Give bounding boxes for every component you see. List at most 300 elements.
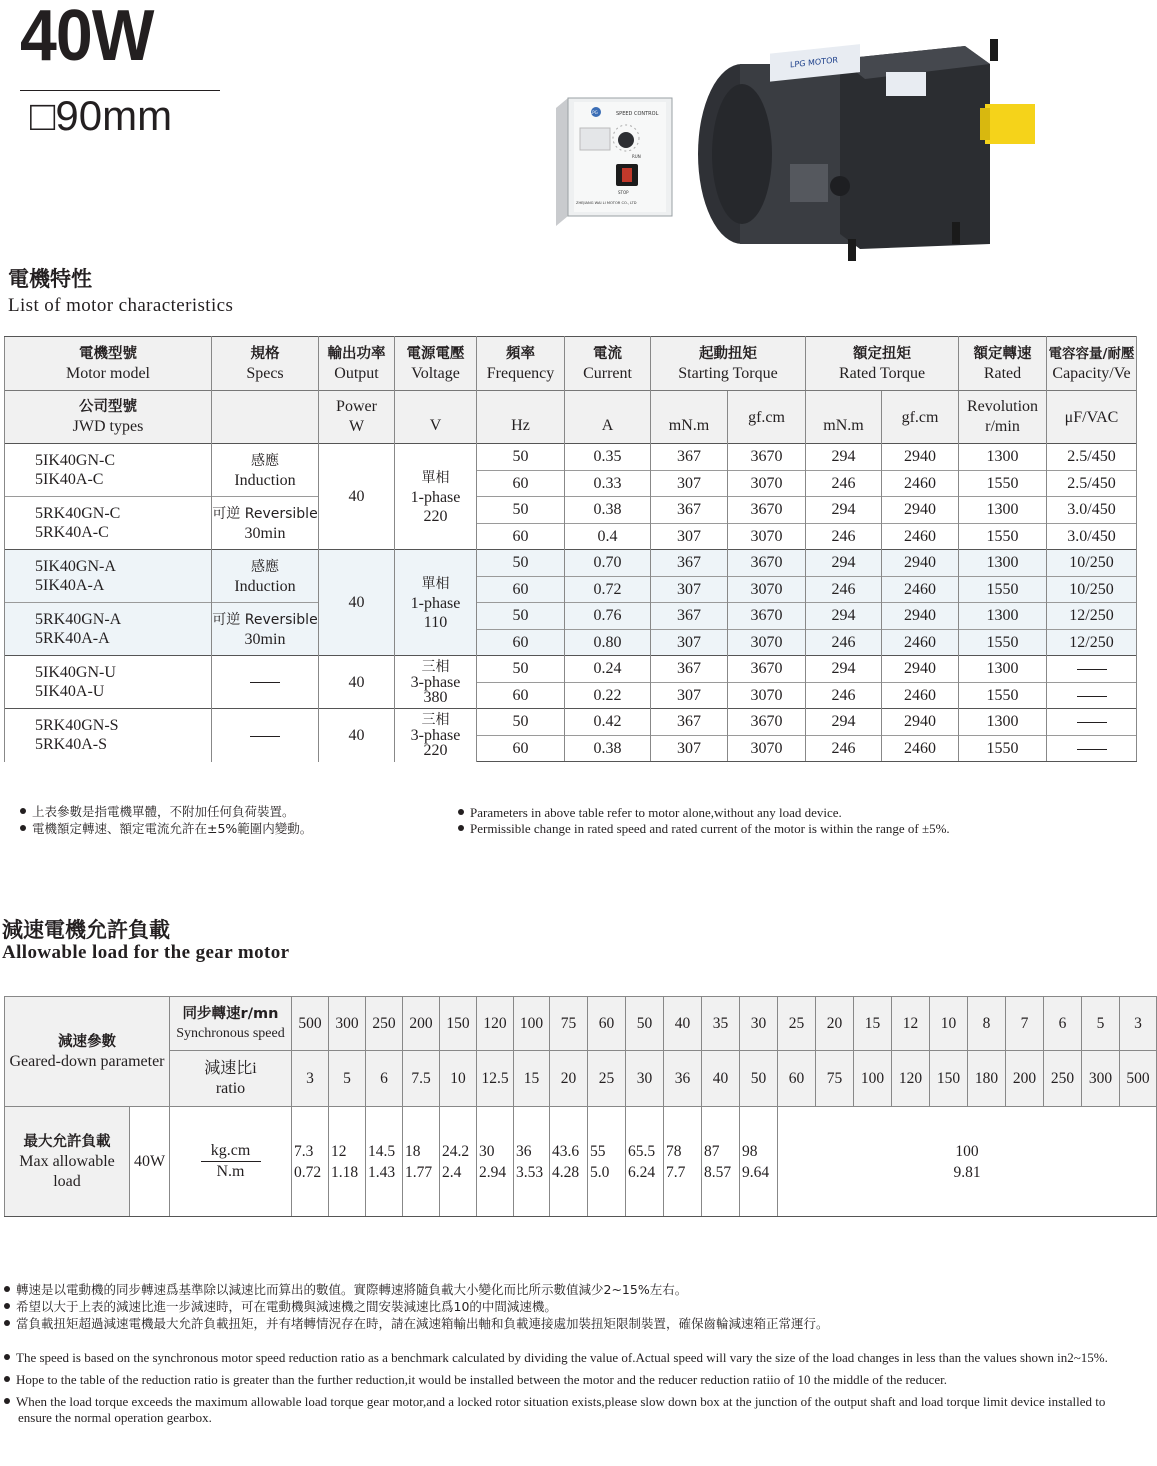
dash-icon	[250, 736, 280, 737]
model-name: 5RK40GN-C	[35, 505, 121, 522]
max-load-nm: 1.77	[405, 1163, 433, 1181]
rated-torque-mnm-cell: 246	[806, 682, 882, 709]
voltage-cell	[395, 550, 477, 656]
ratio-cell: 150	[930, 1051, 968, 1107]
note2-en-1: The speed is based on the synchronous motor speed reduction ratio as a benchmark calculated by dividing the value of.Actual speed will vary the size of the load changes in less than the values shown in2~15%.	[16, 1350, 1108, 1365]
header-model-en: Motor model	[66, 364, 150, 382]
ratio-cell: 120	[892, 1051, 930, 1107]
capacity-cell: 2.5/450	[1047, 470, 1137, 497]
output-cell	[319, 444, 395, 550]
max-load-nm: 9.64	[742, 1163, 770, 1181]
voltage-phase-cn: 三相	[421, 712, 450, 729]
header-speed-cn: 額定轉速	[973, 345, 1032, 362]
unit-rpm: r/min	[985, 418, 1020, 435]
rated-speed-cell: 1550	[959, 470, 1047, 497]
output-shaft-icon	[985, 104, 1035, 144]
header-voltage-en: Voltage	[411, 364, 460, 382]
controller-run-label: RUN	[632, 154, 641, 159]
frequency-cell: 60	[477, 523, 565, 550]
sync-speed-cell: 200	[403, 997, 440, 1051]
gear-motor-image	[690, 34, 1035, 264]
controller-maker: ZHEJIANG WAI LI MOTOR CO., LTD	[576, 201, 637, 205]
max-load-cell	[477, 1107, 514, 1217]
rated-speed-cell: 1300	[959, 709, 1047, 736]
ratio-cell: 60	[778, 1051, 816, 1107]
specs-cell	[212, 656, 319, 709]
sync-speed-cell: 15	[854, 997, 892, 1051]
unit-start-gfcm: gf.cm	[728, 391, 806, 444]
max-load-cell	[626, 1107, 664, 1217]
sync-speed-cell: 500	[292, 997, 329, 1051]
specs-label: 可逆 Reversible	[212, 505, 318, 522]
current-cell: 0.22	[565, 682, 651, 709]
rated-speed-cell: 1550	[959, 576, 1047, 603]
header-rated-torque-en: Rated Torque	[838, 364, 926, 382]
unit-rated-gfcm: gf.cm	[882, 391, 959, 444]
speed-controller-image	[556, 98, 674, 226]
sync-speed-cell: 25	[778, 997, 816, 1051]
capacity-cell	[1047, 735, 1137, 762]
rated-speed-cell: 1550	[959, 682, 1047, 709]
rated-torque-gfcm-cell: 2460	[882, 629, 959, 656]
note-list-item	[4, 1281, 1134, 1298]
output-value: 40	[348, 726, 365, 744]
sync-speed-cell: 120	[477, 997, 514, 1051]
voltage-phase-en: 3-phase	[410, 727, 461, 745]
sync-speed-cell: 50	[626, 997, 664, 1051]
header-capacity-en: Capacity/Ve	[1052, 364, 1131, 382]
section1-title-en: List of motor characteristics	[8, 295, 234, 316]
header-freq-cn: 頻率	[506, 345, 535, 362]
max-load-kgcm: 65.5	[628, 1142, 656, 1160]
rated-torque-mnm-cell: 294	[806, 709, 882, 736]
rated-torque-mnm-cell: 246	[806, 470, 882, 497]
header-speed-en: Rated	[983, 364, 1022, 382]
start-torque-gfcm-cell: 3070	[728, 629, 806, 656]
start-torque-mnm-cell: 367	[651, 709, 728, 736]
specs-cell	[212, 550, 319, 603]
unit-watt: W	[348, 418, 365, 435]
rated-torque-gfcm-cell: 2460	[882, 470, 959, 497]
header-start-torque-cn: 起動扭矩	[699, 345, 757, 362]
start-torque-mnm-cell: 307	[651, 470, 728, 497]
ratio-label-en: ratio	[215, 1079, 246, 1097]
header-freq-en: Frequency	[486, 364, 555, 382]
frequency-cell: 60	[477, 735, 565, 762]
header-speed-en2: Revolution	[966, 398, 1039, 415]
ratio-cell: 36	[664, 1051, 702, 1107]
model-name: 5IK40GN-U	[35, 664, 116, 681]
capacity-cell	[1047, 682, 1137, 709]
sync-speed-cell: 100	[514, 997, 550, 1051]
voltage-phase-cn: 單相	[421, 469, 450, 486]
current-cell: 0.42	[565, 709, 651, 736]
max-load-nm: 4.28	[552, 1163, 580, 1181]
start-torque-mnm-cell: 307	[651, 735, 728, 762]
model-cell	[5, 603, 212, 656]
model-name: 5RK40GN-S	[35, 717, 119, 735]
dash-icon	[1077, 696, 1107, 697]
max-load-cell	[588, 1107, 626, 1217]
frequency-cell: 60	[477, 470, 565, 497]
start-torque-mnm-cell: 307	[651, 682, 728, 709]
rated-torque-mnm-cell: 294	[806, 444, 882, 471]
specs-label: Induction	[234, 577, 296, 595]
current-cell: 0.35	[565, 444, 651, 471]
voltage-phase-en: 1-phase	[410, 594, 461, 612]
rated-torque-mnm-cell: 246	[806, 735, 882, 762]
rated-torque-gfcm-cell: 2940	[882, 497, 959, 524]
frame-size: □90mm	[30, 92, 173, 139]
max-load-nm: 6.24	[628, 1163, 656, 1181]
voltage-cell	[395, 444, 477, 550]
start-torque-mnm-cell: 367	[651, 444, 728, 471]
specs-label: 30min	[244, 524, 286, 542]
sync-label-cn: 同步轉速r/mn	[182, 1005, 279, 1022]
max-load-kgcm: 14.5	[368, 1142, 396, 1160]
capacity-cell: 2.5/450	[1047, 444, 1137, 471]
max-load-nm: 1.18	[331, 1163, 359, 1181]
rated-torque-gfcm-cell: 2460	[882, 735, 959, 762]
rated-speed-cell: 1550	[959, 629, 1047, 656]
header-specs-en: Specs	[246, 364, 284, 382]
unit-kgcm: kg.cm	[201, 1141, 261, 1162]
frequency-cell: 50	[477, 550, 565, 577]
table-row	[5, 444, 1137, 471]
max-load-kgcm: 98	[742, 1142, 758, 1160]
model-name: 5IK40A-U	[35, 683, 105, 700]
frequency-cell: 60	[477, 629, 565, 656]
max-load-nm: 2.94	[479, 1163, 507, 1181]
max-load-cell	[550, 1107, 588, 1217]
max-label-en: Max allowable load	[19, 1152, 115, 1190]
unit-volt: V	[395, 391, 477, 444]
rated-torque-mnm-cell: 246	[806, 576, 882, 603]
ratio-row	[5, 1051, 1157, 1107]
specs-cell	[212, 444, 319, 497]
rated-torque-gfcm-cell: 2940	[882, 709, 959, 736]
max-load-kgcm: 87	[704, 1142, 720, 1160]
note-list-item	[4, 1350, 1114, 1366]
sync-speed-cell: 60	[588, 997, 626, 1051]
controller-brand: LPG	[590, 110, 598, 115]
rated-torque-gfcm-cell: 2460	[882, 576, 959, 603]
sync-speed-cell: 30	[740, 997, 778, 1051]
voltage-value: 380	[423, 689, 448, 706]
rated-torque-mnm-cell: 246	[806, 523, 882, 550]
table-row	[5, 497, 1137, 524]
rated-torque-gfcm-cell: 2940	[882, 603, 959, 630]
note-list-item	[4, 1315, 1134, 1332]
capacity-cell: 12/250	[1047, 603, 1137, 630]
max-load-cell	[440, 1107, 477, 1217]
start-torque-gfcm-cell: 3070	[728, 523, 806, 550]
sync-speed-cell: 12	[892, 997, 930, 1051]
notes1-en	[458, 805, 1138, 837]
current-cell: 0.24	[565, 656, 651, 683]
ratio-cell: 200	[1006, 1051, 1044, 1107]
unit-start-mnm: mN.m	[651, 391, 728, 444]
output-value: 40	[348, 488, 365, 505]
output-value: 40	[348, 594, 365, 611]
controller-speed-label: SPEED CONTROL	[616, 111, 659, 117]
voltage-cell	[395, 709, 477, 762]
section2-title-cn: 減速電機允許負載	[2, 918, 170, 942]
output-cell	[319, 656, 395, 709]
start-torque-mnm-cell: 307	[651, 629, 728, 656]
header-jwd-cn: 公司型號	[79, 399, 137, 415]
note-list-item	[4, 1394, 1114, 1426]
table-row	[5, 603, 1137, 630]
frequency-cell: 60	[477, 576, 565, 603]
title-divider	[20, 90, 220, 91]
rated-speed-cell: 1300	[959, 444, 1047, 471]
ratio-cell: 180	[968, 1051, 1006, 1107]
start-torque-mnm-cell: 367	[651, 603, 728, 630]
start-torque-gfcm-cell: 3070	[728, 576, 806, 603]
header-current-en: Current	[583, 364, 632, 382]
current-cell: 0.70	[565, 550, 651, 577]
header-current-cn: 電流	[593, 345, 622, 362]
capacity-cell: 10/250	[1047, 576, 1137, 603]
max-load-nm: 9.81	[953, 1163, 981, 1181]
sync-speed-cell: 250	[366, 997, 403, 1051]
unit-hz: Hz	[477, 391, 565, 444]
note2-cn-3: 當負載扭矩超過減速電機最大允許負載扭矩，并有堵轉情況存在時，請在減速箱輸出軸和負載連接處加裝扭矩限制裝置，確保齒輪減速箱正常運行。	[16, 1316, 829, 1331]
terminal-box-icon	[790, 164, 828, 202]
rated-torque-gfcm-cell: 2460	[882, 682, 959, 709]
sync-label-en: Synchronous speed	[176, 1025, 285, 1041]
ratio-cell: 300	[1082, 1051, 1120, 1107]
note2-cn-2: 希望以大于上表的減速比進一步減速時，可在電動機與減速機之間安裝減速比爲10的中間減速機。	[16, 1299, 557, 1314]
model-cell	[5, 709, 212, 762]
max-load-nm: 8.57	[704, 1163, 732, 1181]
rated-speed-cell: 1300	[959, 497, 1047, 524]
max-load-nm: 2.4	[442, 1163, 462, 1181]
unit-capacity: μF/VAC	[1047, 391, 1137, 444]
output-cell	[319, 550, 395, 656]
ratio-cell: 20	[550, 1051, 588, 1107]
max-load-cell	[664, 1107, 702, 1217]
sync-speed-cell: 150	[440, 997, 477, 1051]
output-value: 40	[348, 673, 365, 691]
ratio-cell: 75	[816, 1051, 854, 1107]
model-name: 5IK40A-C	[35, 471, 104, 488]
rated-speed-cell: 1550	[959, 523, 1047, 550]
header-output-en2: Power	[336, 398, 377, 415]
max-load-kgcm: 12	[331, 1142, 347, 1160]
start-torque-mnm-cell: 307	[651, 576, 728, 603]
specs-cell	[212, 497, 319, 550]
frequency-cell: 60	[477, 682, 565, 709]
header-jwd-en: JWD types	[72, 418, 144, 435]
ratio-cell: 25	[588, 1051, 626, 1107]
model-name: 5IK40A-A	[35, 577, 105, 594]
note2-cn-1: 轉速是以電動機的同步轉速爲基準除以減速比而算出的數值。實際轉速將隨負載大小變化而比所示數值減少2~15%左右。	[16, 1282, 688, 1297]
header-start-torque-en: Starting Torque	[678, 364, 778, 382]
ratio-cell: 5	[329, 1051, 366, 1107]
unit-amp: A	[565, 391, 651, 444]
header-model-cn: 電機型號	[79, 345, 137, 362]
specs-cell	[212, 603, 319, 656]
max-load-cell	[403, 1107, 440, 1217]
sync-speed-cell: 6	[1044, 997, 1082, 1051]
voltage-value: 110	[423, 613, 448, 631]
note-list-item	[4, 1298, 1134, 1315]
dash-icon	[1077, 669, 1107, 670]
ratio-cell: 6	[366, 1051, 403, 1107]
note2-en-3: When the load torque exceeds the maximum allowable load torque gear motor,and a locked rotor situation exists,please slow down box at the junction of the output shaft and load torque limit device installed to ensure the normal operation gearbox.	[16, 1394, 1106, 1425]
max-load-cell	[514, 1107, 550, 1217]
sync-speed-cell: 5	[1082, 997, 1120, 1051]
start-torque-mnm-cell: 367	[651, 656, 728, 683]
model-name: 5RK40GN-A	[35, 611, 122, 628]
max-load-cell	[292, 1107, 329, 1217]
start-torque-gfcm-cell: 3670	[728, 550, 806, 577]
sync-speed-cell: 300	[329, 997, 366, 1051]
table-row	[5, 709, 1137, 736]
ratio-cell: 250	[1044, 1051, 1082, 1107]
max-load-nm: 1.43	[368, 1163, 396, 1181]
voltage-phase-cn: 三相	[421, 659, 450, 675]
sync-speed-cell: 10	[930, 997, 968, 1051]
note-list-item	[458, 805, 1138, 821]
rated-speed-cell: 1300	[959, 656, 1047, 683]
capacity-cell	[1047, 709, 1137, 736]
max-load-kgcm: 43.6	[552, 1142, 580, 1160]
frequency-cell: 50	[477, 709, 565, 736]
ratio-cell: 3	[292, 1051, 329, 1107]
sync-speed-cell: 20	[816, 997, 854, 1051]
table-unit-row	[5, 391, 1137, 444]
param-label-en: Geared-down parameter	[9, 1052, 165, 1070]
rated-speed-cell: 1300	[959, 550, 1047, 577]
max-load-kgcm: 36	[516, 1142, 532, 1160]
frequency-cell: 50	[477, 656, 565, 683]
dash-icon	[1077, 749, 1107, 750]
note1-cn-1: 上表參數是指電機單體，不附加任何負荷裝置。	[32, 804, 295, 819]
max-load-kgcm: 78	[666, 1142, 682, 1160]
voltage-value: 220	[423, 507, 448, 525]
max-label-cn: 最大允許負載	[23, 1133, 111, 1150]
model-cell	[5, 497, 212, 550]
specs-cell	[212, 709, 319, 762]
start-torque-gfcm-cell: 3670	[728, 497, 806, 524]
power-title: 40W	[20, 0, 154, 76]
sync-speed-cell: 7	[1006, 997, 1044, 1051]
model-name: 5IK40GN-C	[35, 452, 115, 469]
current-cell: 0.38	[565, 735, 651, 762]
rated-speed-cell: 1550	[959, 735, 1047, 762]
max-load-cell	[702, 1107, 740, 1217]
header-rated-torque-cn: 額定扭矩	[853, 345, 911, 362]
voltage-phase-en: 1-phase	[410, 488, 461, 506]
start-torque-mnm-cell: 307	[651, 523, 728, 550]
capacity-cell: 10/250	[1047, 550, 1137, 577]
max-load-kgcm: 18	[405, 1142, 421, 1160]
note-list-item	[20, 820, 460, 837]
note1-cn-2: 電機額定轉速、額定電流允許在±5%範圍内變動。	[32, 821, 313, 836]
ratio-cell: 100	[854, 1051, 892, 1107]
start-torque-gfcm-cell: 3670	[728, 656, 806, 683]
specs-label: 30min	[244, 630, 286, 648]
max-load-kgcm: 100	[955, 1142, 979, 1160]
header-specs-cn: 規格	[250, 345, 280, 362]
header-output-cn: 輸出功率	[327, 345, 386, 362]
model-name: 5RK40A-S	[35, 736, 108, 754]
frequency-cell: 50	[477, 444, 565, 471]
note2-en-2: Hope to the table of the reduction ratio is greater than the further reduction,it would be installed between the motor and the reducer reduction ratiio of 10 the middle of the reducer.	[16, 1372, 947, 1387]
start-torque-gfcm-cell: 3070	[728, 682, 806, 709]
note-list-item	[20, 803, 460, 820]
ratio-cell: 15	[514, 1051, 550, 1107]
max-load-nm: 3.53	[516, 1163, 544, 1181]
rated-torque-gfcm-cell: 2940	[882, 444, 959, 471]
max-load-kgcm: 24.2	[442, 1142, 470, 1160]
start-torque-mnm-cell: 367	[651, 550, 728, 577]
rated-torque-gfcm-cell: 2940	[882, 656, 959, 683]
model-name: 5RK40A-A	[35, 630, 110, 647]
ratio-cell: 7.5	[403, 1051, 440, 1107]
sync-speed-row	[5, 997, 1157, 1051]
max-load-cell	[740, 1107, 778, 1217]
gear-power: 40W	[130, 1107, 170, 1217]
table-header-row	[5, 337, 1137, 391]
gear-load-table	[4, 996, 1157, 1217]
unit-nm: N.m	[216, 1163, 245, 1180]
sync-speed-cell: 75	[550, 997, 588, 1051]
specs-label: 可逆 Reversible	[212, 611, 318, 628]
section2-title-en: Allowable load for the gear motor	[2, 942, 290, 963]
start-torque-mnm-cell: 367	[651, 497, 728, 524]
max-load-nm: 5.0	[590, 1163, 610, 1181]
specs-label: Induction	[234, 471, 296, 489]
sync-speed-cell: 8	[968, 997, 1006, 1051]
note1-en-2: Permissible change in rated speed and rated current of the motor is within the range of ±5%.	[470, 821, 950, 836]
frequency-cell: 50	[477, 497, 565, 524]
param-label-cn: 減速參數	[58, 1033, 116, 1050]
dash-icon	[1077, 722, 1107, 723]
current-cell: 0.80	[565, 629, 651, 656]
ratio-cell: 30	[626, 1051, 664, 1107]
current-cell: 0.4	[565, 523, 651, 550]
motor-nameplate: LPG MOTOR	[790, 55, 838, 70]
rated-torque-mnm-cell: 294	[806, 550, 882, 577]
current-cell: 0.38	[565, 497, 651, 524]
capacity-cell: 3.0/450	[1047, 497, 1137, 524]
table-row	[5, 550, 1137, 577]
notes2-en	[4, 1350, 1114, 1426]
max-load-cell	[329, 1107, 366, 1217]
specs-label: 感應	[251, 558, 279, 575]
note-list-item	[458, 821, 1138, 837]
ratio-cell: 500	[1120, 1051, 1157, 1107]
sync-speed-cell: 40	[664, 997, 702, 1051]
speed-knob-icon	[618, 132, 634, 148]
unit-rated-mnm: mN.m	[806, 391, 882, 444]
rated-torque-mnm-cell: 294	[806, 497, 882, 524]
current-cell: 0.33	[565, 470, 651, 497]
frequency-cell: 50	[477, 603, 565, 630]
max-load-kgcm: 55	[590, 1142, 606, 1160]
header-voltage-cn: 電源電壓	[406, 345, 465, 362]
sync-speed-cell: 35	[702, 997, 740, 1051]
max-load-kgcm: 7.3	[294, 1142, 314, 1160]
start-torque-gfcm-cell: 3070	[728, 735, 806, 762]
max-load-nm: 0.72	[294, 1163, 322, 1181]
rated-torque-gfcm-cell: 2940	[882, 550, 959, 577]
ratio-cell: 50	[740, 1051, 778, 1107]
